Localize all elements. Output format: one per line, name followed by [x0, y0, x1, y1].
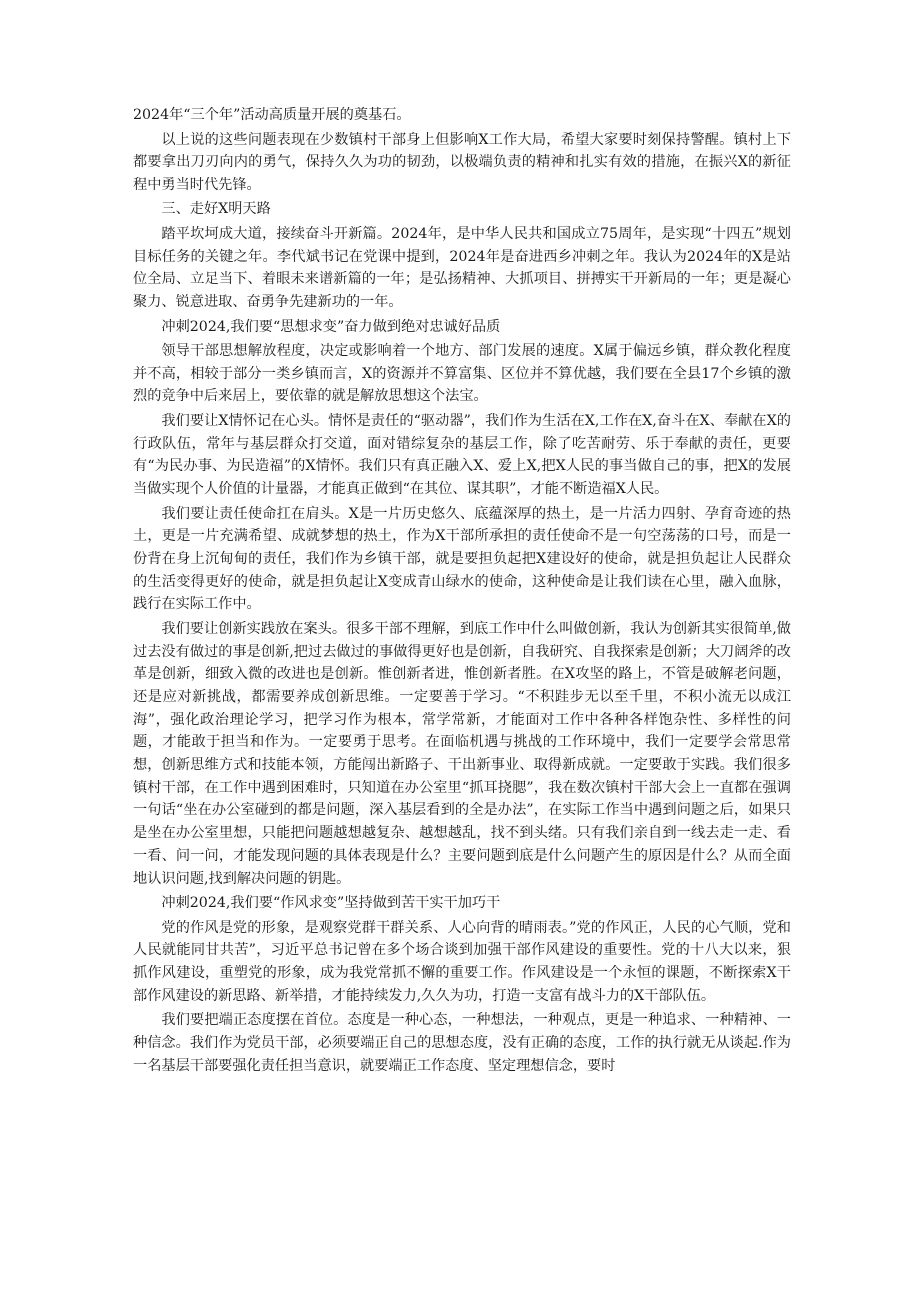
paragraph-party-style: 党的作风是党的形象，是观察党群干群关系、人心向背的晴雨表。”党的作风正，人民的心气顺，党和人民就能同甘共苦”，习近平总书记曾在多个场合谈到加强干部作风建设的重要性。党的十八大以来，狠抓作风建设，重塑党的形象，成为我党常抓不懈的重要工作。作风建设是一个永恒的课题，不断探索X干部作风建设的新思路、新举措，才能持续发力,久久为功，打造一支富有战斗力的X干部队伍。: [133, 919, 791, 1004]
paragraph-x-sentiment: 我们要让X情怀记在心头。情怀是责任的“驱动器”，我们作为生活在X,工作在X,奋斗在X、奉献在X的行政队伍，常年与基层群众打交道，面对错综复杂的基层工作，除了吃苦耐劳、乐于奉献的责任，更要有“为民办事、为民造福”的X情怀。我们只有真正融入X、爱上X,把X人民的事当做自己的事，把X的发展当做实现个人价值的计量器，才能真正做到“在其位、谋其职”，才能不断造福X人民。: [133, 412, 791, 498]
paragraph-continuation: 2024年“三个年”活动高质量开展的奠基石。: [133, 107, 411, 123]
subheading-style-change: 冲刺2024,我们要“作风求变”坚持做到苦干实干加巧干: [161, 895, 501, 912]
paragraph-warning: 以上说的这些问题表现在少数镇村干部身上但影响X工作大局，希望大家要时刻保持警醒。镇村上下都要拿出刀刃向内的勇气，保持久久为功的韧劲，以极端负责的精神和扎实有效的措施，在振兴X的新征程中勇当时代先锋。: [133, 131, 791, 193]
paragraph-innovation: 我们要让创新实践放在案头。很多干部不理解，到底工作中什么叫做创新，我认为创新其实很简单,做过去没有做过的事是创新,把过去做过的事做得更好也是创新，自我研究、自我探索是创新；大刀阔斧的改革是创新，细致入微的改进也是创新。惟创新者进，惟创新者胜。在X攻坚的路上，不管是破解老问题，还是应对新挑战，都需要养成创新思维。一定要善于学习。“不积跬步无以至千里，不积小流无以成江海”，强化政治理论学习，把学习作为根本，常学常新，才能面对工作中各种各样饱杂性、多样性的问题，才能敢于担当和作为。一定要勇于思考。在面临机遇与挑战的工作环境中，我们一定要学会常思常想，创新思维方式和技能本领，方能闯出新路子、干出新事业、取得新成就。一定要敢于实践。我们很多镇村干部，在工作中遇到困难时，只知道在办公室里“抓耳挠腮”，我在数次镇村干部大会上一直都在强调一句话“坐在办公室碰到的都是问题，深入基层看到的全是办法”，在实际工作当中遇到问题之后，如果只是坐在办公室里想，只能把问题越想越复杂、越想越乱，找不到头绪。只有我们亲自到一线去走一走、看一看、问一问，才能发现问题的具体表现是什么？主要问题到底是什么问题产生的原因是什么？从而全面地认识问题,找到解决问题的钥匙。: [133, 620, 791, 887]
paragraph-thought-liberation: 领导干部思想解放程度，决定或影响着一个地方、部门发展的速度。X属于偏远乡镇，群众教化程度并不高，相较于部分一类乡镇而言，X的资源并不算富集、区位并不算优越，我们要在全县17个乡镇的激烈的竞争中后来居上，要依靠的就是解放思想这个法宝。: [133, 343, 791, 405]
subheading-thought-change: 冲刺2024,我们要“思想求变”奋力做到绝对忠诚好品质: [161, 318, 501, 335]
section-heading-3: 三、走好X明天路: [161, 201, 271, 218]
paragraph-2024-intro: 踏平坎坷成大道，接续奋斗开新篇。2024年，是中华人民共和国成立75周年，是实现“十四五”规划目标任务的关键之年。李代斌书记在党课中提到，2024年是奋进西乡冲刺之年。我认为2024年的X是站位全局、立足当下、着眼未来谱新篇的一年；是弘扬精神、大抓项目、拼搏实干开新局的一年；更是凝心聚力、锐意进取、奋勇争先建新功的一年。: [133, 225, 791, 311]
paragraph-attitude: 我们要把端正态度摆在首位。态度是一种心态，一种想法，一种观点，更是一种追求、一种精神、一种信念。我们作为党员干部，必须要端正自己的思想态度，没有正确的态度，工作的执行就无从谈起.作为一名基层干部要强化责任担当意识，就要端正工作态度、坚定理想信念，要时: [133, 1012, 791, 1074]
paragraph-responsibility: 我们要让责任使命扛在肩头。X是一片历史悠久、底蕴深厚的热土，是一片活力四射、孕育奇迹的热土，更是一片充满希望、成就梦想的热土，作为X干部所承担的责任使命不是一句空荡荡的口号，而是一份背在身上沉甸甸的责任，我们作为乡镇干部，就是要担负起把X建设好的使命，就是担负起让人民群众的生活变得更好的使命，就是担负起让X变成青山绿水的使命，这种使命是让我们读在心里，融入血脉，践行在实际工作中。: [133, 505, 791, 613]
document-page: [133, 104, 791, 1079]
